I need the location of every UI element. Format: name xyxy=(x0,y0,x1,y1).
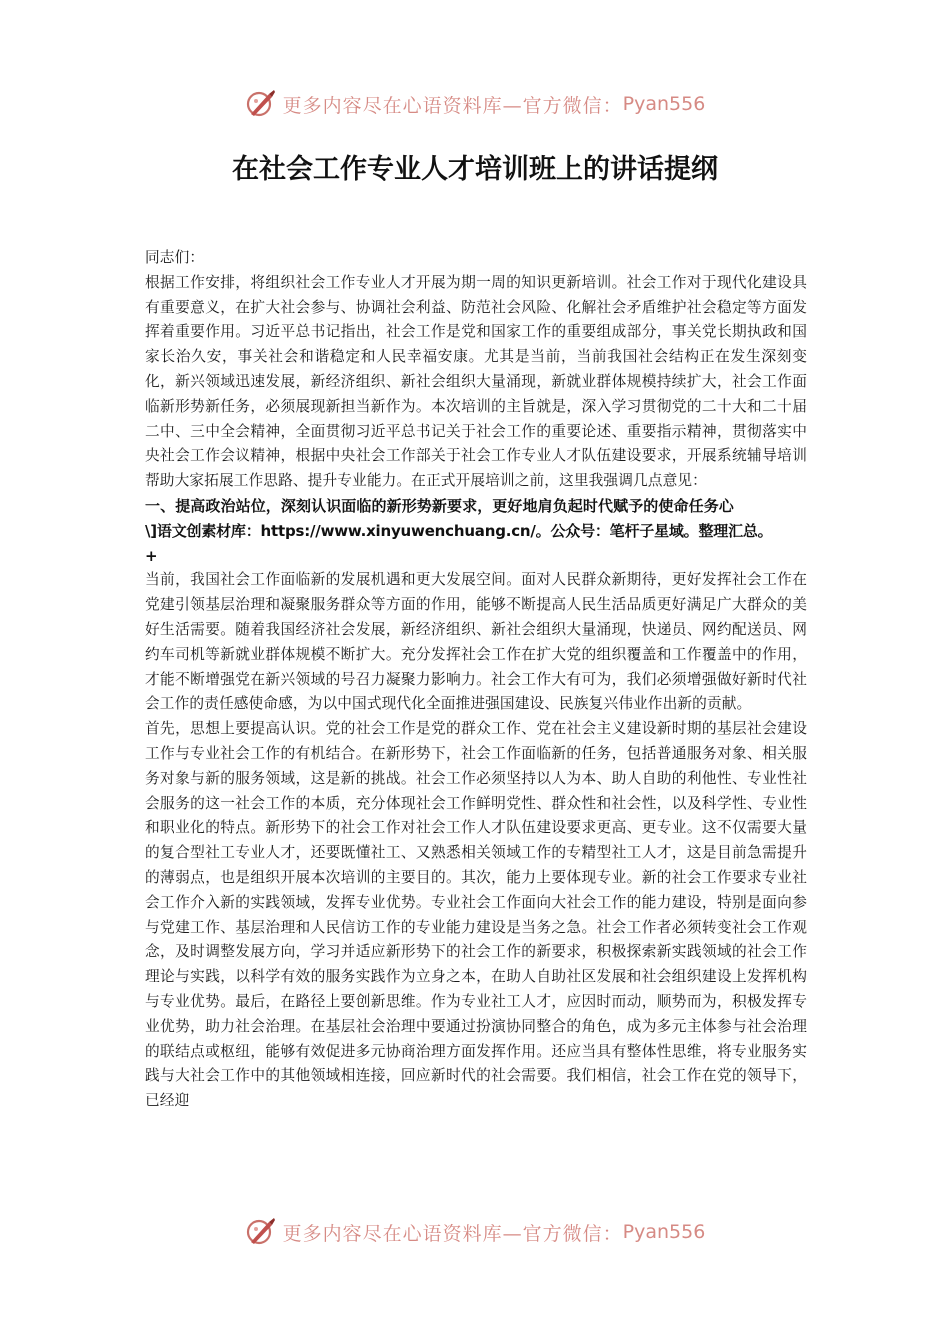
paragraph-intro: 根据工作安排，将组织社会工作专业人才开展为期一周的知识更新培训。社会工作对于现代化建设具有重要意义，在扩大社会参与、协调社会利益、防范社会风险、化解社会矛盾维护社会稳定等方面发挥着重要作用。习近平总书记指出，社会工作是党和国家工作的重要组成部分，事关党长期执政和国家长治久安，事关社会和谐稳定和人民幸福安康。尤其是当前，当前我国社会结构正在发生深刻变化，新兴领域迅速发展，新经济组织、新社会组织大量涌现，新就业群体规模持续扩大，社会工作面临新形势新任务，必须展现新担当新作为。本次培训的主旨就是，深入学习贯彻党的二十大和二十届二中、三中全会精神，全面贯彻习近平总书记关于社会工作的重要论述、重要指示精神，贯彻落实中央社会工作会议精神，根据中央社会工作部关于社会工作专业人才队伍建设要求，开展系统辅导培训帮助大家拓展工作思路、提升专业能力。在正式开展培训之前，这里我强调几点意见： xyxy=(145,273,807,490)
section-heading-1 xyxy=(145,494,807,568)
header-banner-text: 更多内容尽在心语资料库—官方微信： xyxy=(282,94,623,117)
salutation: 同志们： xyxy=(145,249,205,266)
paragraph-2: 当前，我国社会工作面临新的发展机遇和更大发展空间。面对人民群众新期待，更好发挥社会工作在党建引领基层治理和凝聚服务群众等方面的作用，能够不断提高人民生活品质更好满足广大群众的美好生活需要。随着我国经济社会发展，新经济组织、新社会组织大量涌现，快递员、网约配送员、网约车司机等新就业群体规模不断扩大。充分发挥社会工作在扩大党的组织覆盖和工作覆盖中的作用，才能不断增强党在新兴领域的号召力凝聚力影响力。社会工作大有可为，我们必须增强做好新时代社会工作的责任感使命感，为以中国式现代化全面推进强国建设、民族复兴伟业作出新的贡献。 xyxy=(145,571,807,713)
footer-banner-text: 更多内容尽在心语资料库—官方微信： xyxy=(282,1222,623,1245)
section-heading-1-line1: 一、提高政治站位，深刻认识面临的新形势新要求，更好地肩负起时代赋予的使命任务心 xyxy=(145,496,734,515)
header-banner xyxy=(0,84,950,124)
header-wechat-id: Pyan556 xyxy=(622,93,706,115)
section-heading-1-line3: + xyxy=(145,546,158,565)
paragraph-3: 首先，思想上要提高认识。党的社会工作是党的群众工作、党在社会主义建设新时期的基层社会建设工作与专业社会工作的有机结合。在新形势下，社会工作面临新的任务，包括普通服务对象、相关服务对象与新的服务领域，这是新的挑战。社会工作必须坚持以人为本、助人自助的利他性、专业性社会服务的这一社会工作的本质，充分体现社会工作鲜明党性、群众性和社会性，以及科学性、专业性和职业化的特点。新形势下的社会工作对社会工作人才队伍建设要求更高、更专业。这不仅需要大量的复合型社工专业人才，还要既懂社工、又熟悉相关领域工作的专精型社工人才，这是目前急需提升的薄弱点，也是组织开展本次培训的主要目的。其次，能力上要体现专业。新的社会工作要求专业社会工作介入新的实践领域，发挥专业优势。专业社会工作面向大社会工作的能力建设，特别是面向参与党建工作、基层治理和人民信访工作的专业能力建设是当务之急。社会工作者必须转变社会工作观念，及时调整发展方向，学习并适应新形势下的社会工作的新要求，积极探索新实践领域的社会工作理论与实践，以科学有效的服务实践作为立身之本，在助人自助社区发展和社会组织建设上发挥机构与专业优势。最后，在路径上要创新思维。作为专业社工人才，应因时而动，顺势而为，积极发挥专业优势，助力社会治理。在基层社会治理中要通过扮演协同整合的角色，成为多元主体参与社会治理的联结点或枢纽，能够有效促进多元协商治理方面发挥作用。还应当具有整体性思维，将专业服务实践与大社会工作中的其他领域相连接，回应新时代的社会需要。我们相信，社会工作在党的领导下，已经迎 xyxy=(145,720,807,1110)
section-heading-1-line2: \]语文创素材库：https://www.xinyuwenchuang.cn/。公众号：笔杆子星域。整理汇总。 xyxy=(145,521,773,540)
document-title: 在社会工作专业人才培训班上的讲话提纲 xyxy=(232,154,718,185)
brush-logo-icon xyxy=(245,1216,277,1248)
brush-logo-icon xyxy=(245,88,277,120)
footer-banner xyxy=(0,1212,950,1252)
footer-wechat-id: Pyan556 xyxy=(622,1221,706,1243)
document-body xyxy=(145,246,807,1114)
